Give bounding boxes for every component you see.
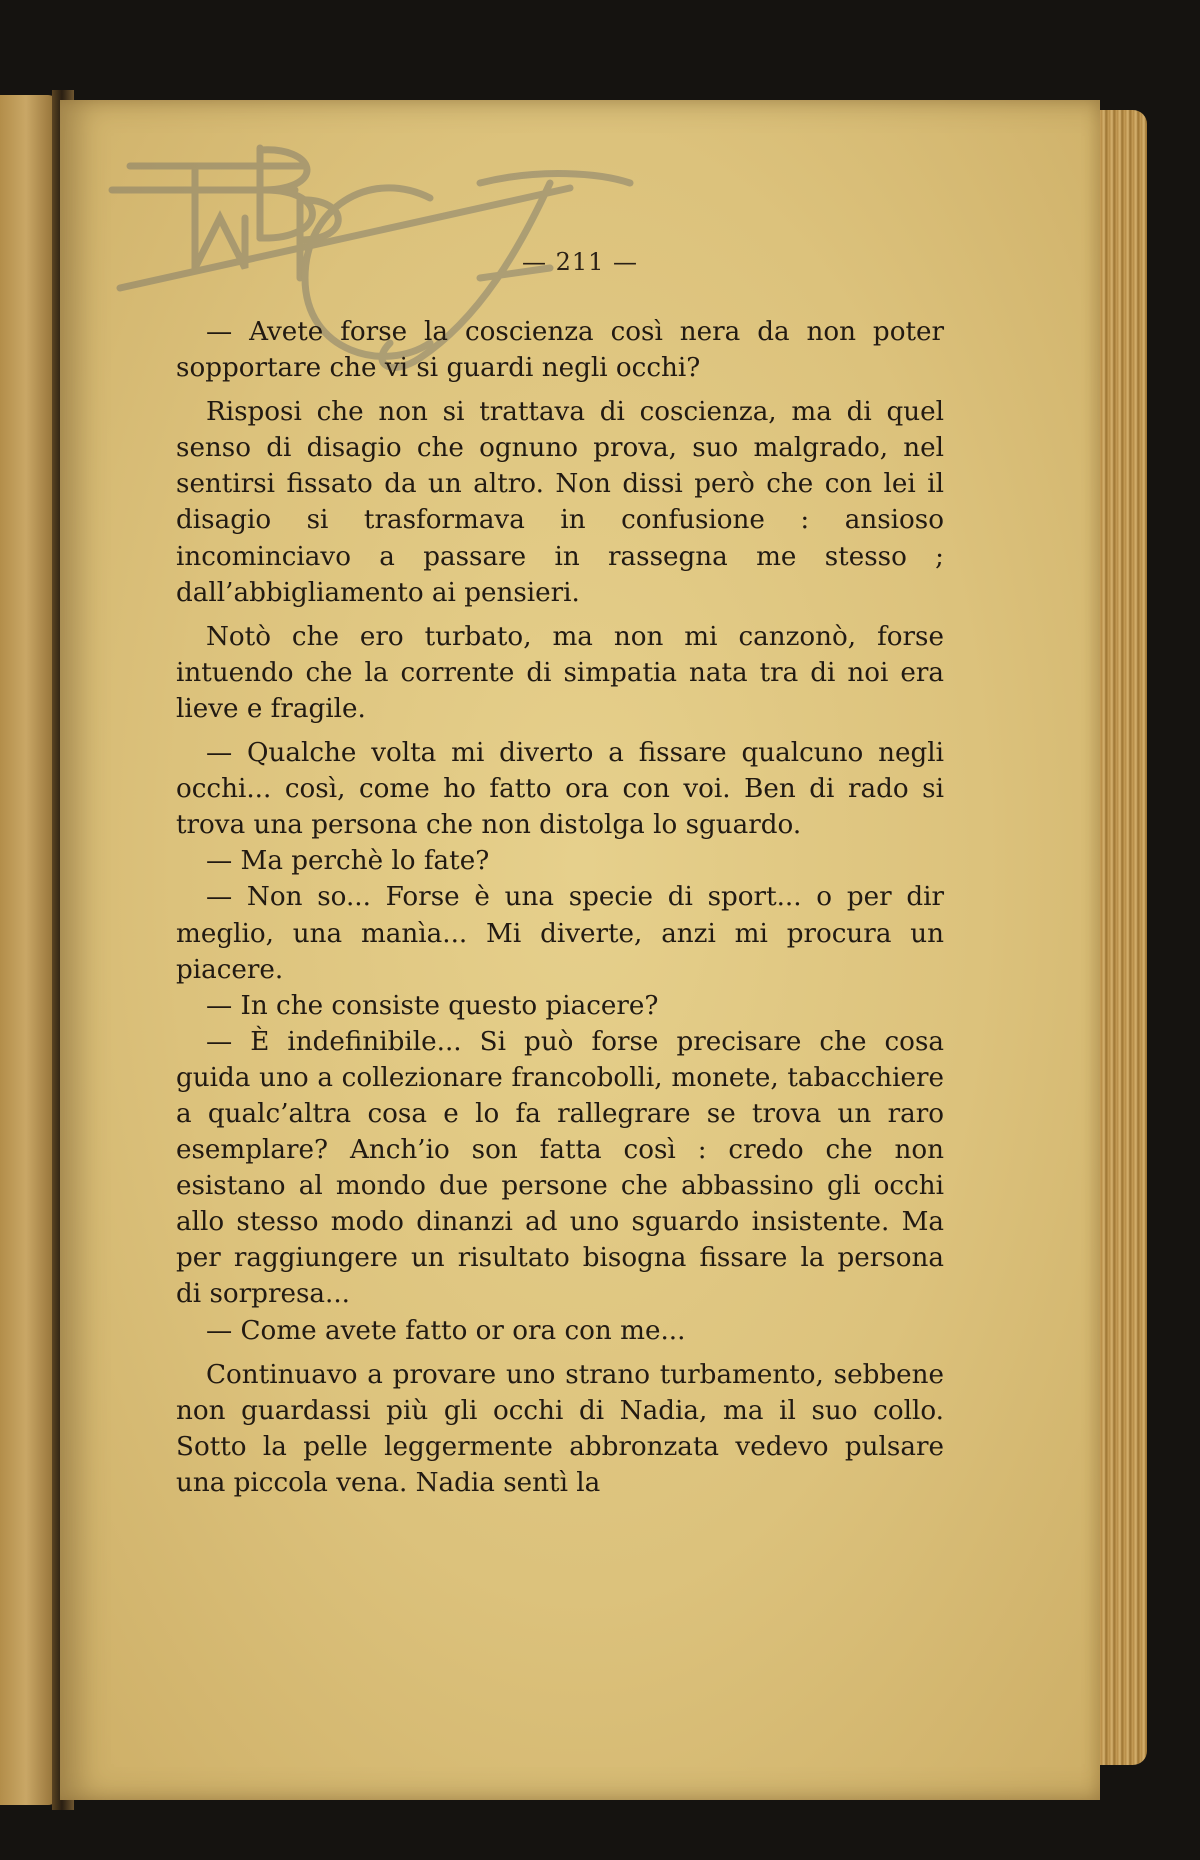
- paragraph: Continuavo a provare uno strano turbamento, sebbene non guardassi più gli occhi di Nadia, ma il suo collo. Sotto la pelle leggermente abbronzata vedevo pulsare una piccola vena. Nadia sentì la: [176, 1359, 944, 1498]
- paragraph: Risposi che non si trattava di coscienza, ma di quel senso di disagio che ognuno prova, suo malgrado, nel sentirsi fissato da un altro. Non dissi però che con lei il disagio si trasformava in confusione : ansioso incominciavo a passare in rassegna me stesso ; dall’abbigliamento ai pensieri.: [176, 397, 944, 608]
- paragraph: — Ma perchè lo fate?: [206, 846, 490, 877]
- paragraph: — È indefinibile... Si può forse precisare che cosa guida uno a collezionare francobolli, monete, tabacchiere a qualc’altra cosa e lo fa rallegrare se trova un raro esemplare? Anch’io son fatta così : credo che non esistano al mondo due persone che abbassino gli occhi allo stesso modo dinanzi ad uno sguardo insistente. Ma per raggiungere un risultato bisogna fissare la persona di sorpresa...: [176, 1026, 944, 1310]
- paragraph: — Non so... Forse è una specie di sport... o per dir meglio, una manìa... Mi diverte, anzi mi procura un piacere.: [176, 882, 944, 985]
- page-number: — 211 —: [521, 248, 639, 276]
- paragraph: — Qualche volta mi diverto a fissare qualcuno negli occhi... così, come ho fatto ora con voi. Ben di rado si trova una persona che non distolga lo sguardo.: [176, 738, 944, 841]
- paragraph: — Come avete fatto or ora con me...: [206, 1315, 686, 1346]
- left-page-edge: [0, 95, 58, 1805]
- paragraph: — In che consiste questo piacere?: [206, 990, 659, 1021]
- body-text: [176, 314, 944, 1501]
- paragraph: — Avete forse la coscienza così nera da non poter sopportare che vi si guardi negli occhi?: [176, 317, 944, 384]
- book-page: [60, 100, 1100, 1800]
- watermark-label: BNCF: [100, 113, 150, 132]
- paragraph: Notò che ero turbato, ma non mi canzonò, forse intuendo che la corrente di simpatia nata tra di noi era lieve e fragile.: [176, 621, 944, 724]
